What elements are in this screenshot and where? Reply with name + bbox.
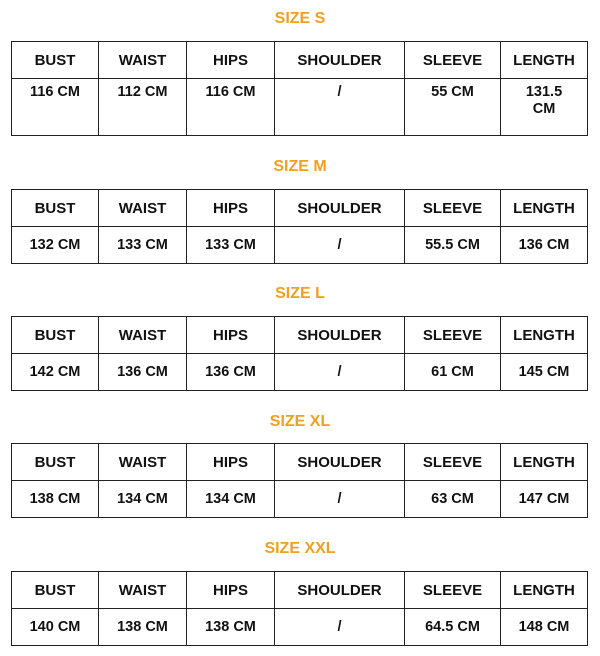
- bust-value: 140 CM: [12, 609, 99, 646]
- bust-value: 142 CM: [12, 354, 99, 391]
- waist-value: 138 CM: [99, 609, 187, 646]
- bust-header: BUST: [12, 42, 99, 79]
- hips-header: HIPS: [187, 317, 275, 354]
- sleeve-value: 63 CM: [405, 481, 501, 518]
- size-s-title: SIZE S: [274, 10, 326, 27]
- sleeve-value: 55.5 CM: [405, 227, 501, 264]
- sleeve-header: SLEEVE: [405, 42, 501, 79]
- size-m-title: SIZE M: [273, 158, 327, 175]
- value-row: [12, 481, 588, 518]
- hips-value: 134 CM: [187, 481, 275, 518]
- hips-value: 136 CM: [187, 354, 275, 391]
- header-row: [12, 444, 588, 481]
- length-value: 131.5 CM: [501, 79, 588, 136]
- header-row: [12, 190, 588, 227]
- sleeve-header: SLEEVE: [405, 572, 501, 609]
- size-xl-table: [11, 443, 588, 518]
- value-row: [12, 609, 588, 646]
- shoulder-header: SHOULDER: [275, 444, 405, 481]
- bust-value: 132 CM: [12, 227, 99, 264]
- size-xxl-table: [11, 571, 588, 646]
- sleeve-header: SLEEVE: [405, 317, 501, 354]
- waist-header: WAIST: [99, 42, 187, 79]
- header-row: [12, 42, 588, 79]
- waist-value: 134 CM: [99, 481, 187, 518]
- waist-header: WAIST: [99, 572, 187, 609]
- bust-value: 138 CM: [12, 481, 99, 518]
- hips-header: HIPS: [187, 190, 275, 227]
- size-xxl-title: SIZE XXL: [264, 540, 336, 557]
- waist-header: WAIST: [99, 444, 187, 481]
- waist-header: WAIST: [99, 317, 187, 354]
- value-row: [12, 354, 588, 391]
- hips-header: HIPS: [187, 42, 275, 79]
- shoulder-value: /: [275, 79, 405, 136]
- size-xl-title: SIZE XL: [269, 413, 331, 430]
- hips-header: HIPS: [187, 444, 275, 481]
- waist-value: 133 CM: [99, 227, 187, 264]
- header-row: [12, 572, 588, 609]
- length-value: 145 CM: [501, 354, 588, 391]
- length-header: LENGTH: [501, 572, 588, 609]
- length-header: LENGTH: [501, 444, 588, 481]
- sleeve-value: 64.5 CM: [405, 609, 501, 646]
- length-value: 136 CM: [501, 227, 588, 264]
- shoulder-header: SHOULDER: [275, 190, 405, 227]
- hips-value: 133 CM: [187, 227, 275, 264]
- size-l-title: SIZE L: [275, 285, 325, 302]
- sleeve-header: SLEEVE: [405, 190, 501, 227]
- length-header: LENGTH: [501, 317, 588, 354]
- shoulder-header: SHOULDER: [275, 42, 405, 79]
- bust-value: 116 CM: [12, 79, 99, 136]
- sleeve-header: SLEEVE: [405, 444, 501, 481]
- header-row: [12, 317, 588, 354]
- bust-header: BUST: [12, 444, 99, 481]
- length-header: LENGTH: [501, 190, 588, 227]
- shoulder-value: /: [275, 354, 405, 391]
- sleeve-value: 61 CM: [405, 354, 501, 391]
- waist-value: 136 CM: [99, 354, 187, 391]
- sleeve-value: 55 CM: [405, 79, 501, 136]
- value-row: [12, 79, 588, 136]
- bust-header: BUST: [12, 572, 99, 609]
- bust-header: BUST: [12, 190, 99, 227]
- waist-header: WAIST: [99, 190, 187, 227]
- size-s-table: [11, 41, 588, 136]
- size-l-table: [11, 316, 588, 391]
- shoulder-value: /: [275, 227, 405, 264]
- hips-value: 116 CM: [187, 79, 275, 136]
- shoulder-value: /: [275, 481, 405, 518]
- hips-value: 138 CM: [187, 609, 275, 646]
- waist-value: 112 CM: [99, 79, 187, 136]
- length-value: 147 CM: [501, 481, 588, 518]
- shoulder-header: SHOULDER: [275, 317, 405, 354]
- shoulder-value: /: [275, 609, 405, 646]
- shoulder-header: SHOULDER: [275, 572, 405, 609]
- length-header: LENGTH: [501, 42, 588, 79]
- length-value: 148 CM: [501, 609, 588, 646]
- size-m-table: [11, 189, 588, 264]
- value-row: [12, 227, 588, 264]
- bust-header: BUST: [12, 317, 99, 354]
- hips-header: HIPS: [187, 572, 275, 609]
